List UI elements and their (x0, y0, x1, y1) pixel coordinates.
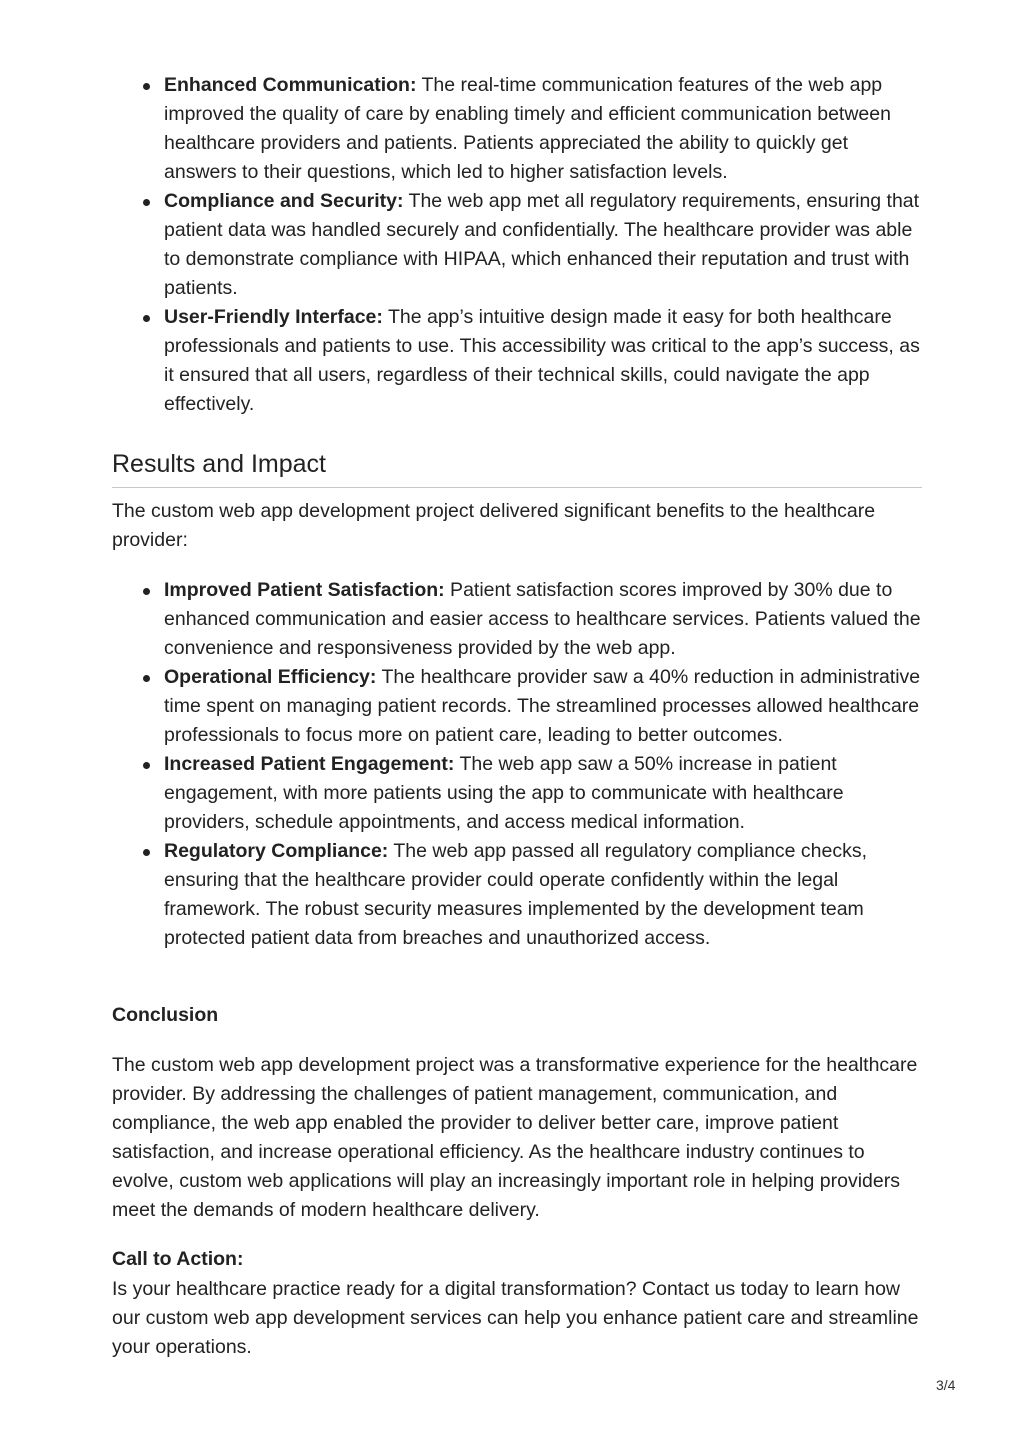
results-list (112, 576, 922, 953)
list-item-title: Enhanced Communication: (164, 74, 417, 96)
section-divider (112, 487, 922, 488)
list-item-title: Regulatory Compliance: (164, 840, 389, 862)
call-to-action-heading: Call to Action: (112, 1248, 244, 1270)
list-item-text: The web app saw a 50% increase in patient engagement, with more patients using the app to communicate with healthcare providers, schedule appointments, and access medical information. (164, 753, 844, 833)
list-item-text: The web app passed all regulatory compliance checks, ensuring that the healthcare provider could operate confidently within the legal framework. The robust security measures implemented by the development team protected patient data from breaches and unauthorized access. (164, 840, 868, 949)
list-item-title: Compliance and Security: (164, 190, 404, 212)
list-item (164, 187, 922, 303)
results-intro: The custom web app development project delivered significant benefits to the healthcare provider: (112, 500, 876, 551)
list-item (164, 71, 922, 187)
features-list (112, 71, 922, 419)
list-item-title: Improved Patient Satisfaction: (164, 579, 445, 601)
list-item-text: The web app met all regulatory requirements, ensuring that patient data was handled securely and confidentially. The healthcare provider was able to demonstrate compliance with HIPAA, which enhanced their reputation and trust with patients. (164, 190, 920, 299)
list-item-text: Patient satisfaction scores improved by 30% due to enhanced communication and easier access to healthcare services. Patients valued the convenience and responsiveness provided by the web app. (164, 579, 921, 659)
list-item (164, 663, 922, 750)
list-item-text: The real-time communication features of the web app improved the quality of care by enabling timely and efficient communication between healthcare providers and patients. Patients appreciated the ability to quickly get answers to their questions, which led to higher satisfaction levels. (164, 74, 891, 183)
call-to-action-body: Is your healthcare practice ready for a digital transformation? Contact us today to learn how our custom web app development services can help you enhance patient care and streamline your operations. (112, 1278, 919, 1358)
list-item-title: User-Friendly Interface: (164, 306, 383, 328)
list-item-title: Operational Efficiency: (164, 666, 377, 688)
list-item (164, 576, 922, 663)
conclusion-body: The custom web app development project was a transformative experience for the healthcare provider. By addressing the challenges of patient management, communication, and compliance, the web app enabled the provider to deliver better care, improve patient satisfaction, and increase operational efficiency. As the healthcare industry continues to evolve, custom web applications will play an increasingly important role in helping providers meet the demands of modern healthcare delivery. (112, 1054, 918, 1221)
page-number: 3/4 (936, 1377, 956, 1393)
list-item-title: Increased Patient Engagement: (164, 753, 455, 775)
conclusion-heading: Conclusion (112, 1004, 219, 1026)
list-item (164, 837, 922, 953)
list-item (164, 303, 922, 419)
list-item-text: The healthcare provider saw a 40% reduction in administrative time spent on managing patient records. The streamlined processes allowed healthcare professionals to focus more on patient care, leading to better outcomes. (164, 666, 921, 746)
list-item (164, 750, 922, 837)
list-item-text: The app’s intuitive design made it easy for both healthcare professionals and patients to use. This accessibility was critical to the app’s success, as it ensured that all users, regardless of their technical skills, could navigate the app effectively. (164, 306, 920, 415)
results-heading: Results and Impact (112, 450, 326, 478)
